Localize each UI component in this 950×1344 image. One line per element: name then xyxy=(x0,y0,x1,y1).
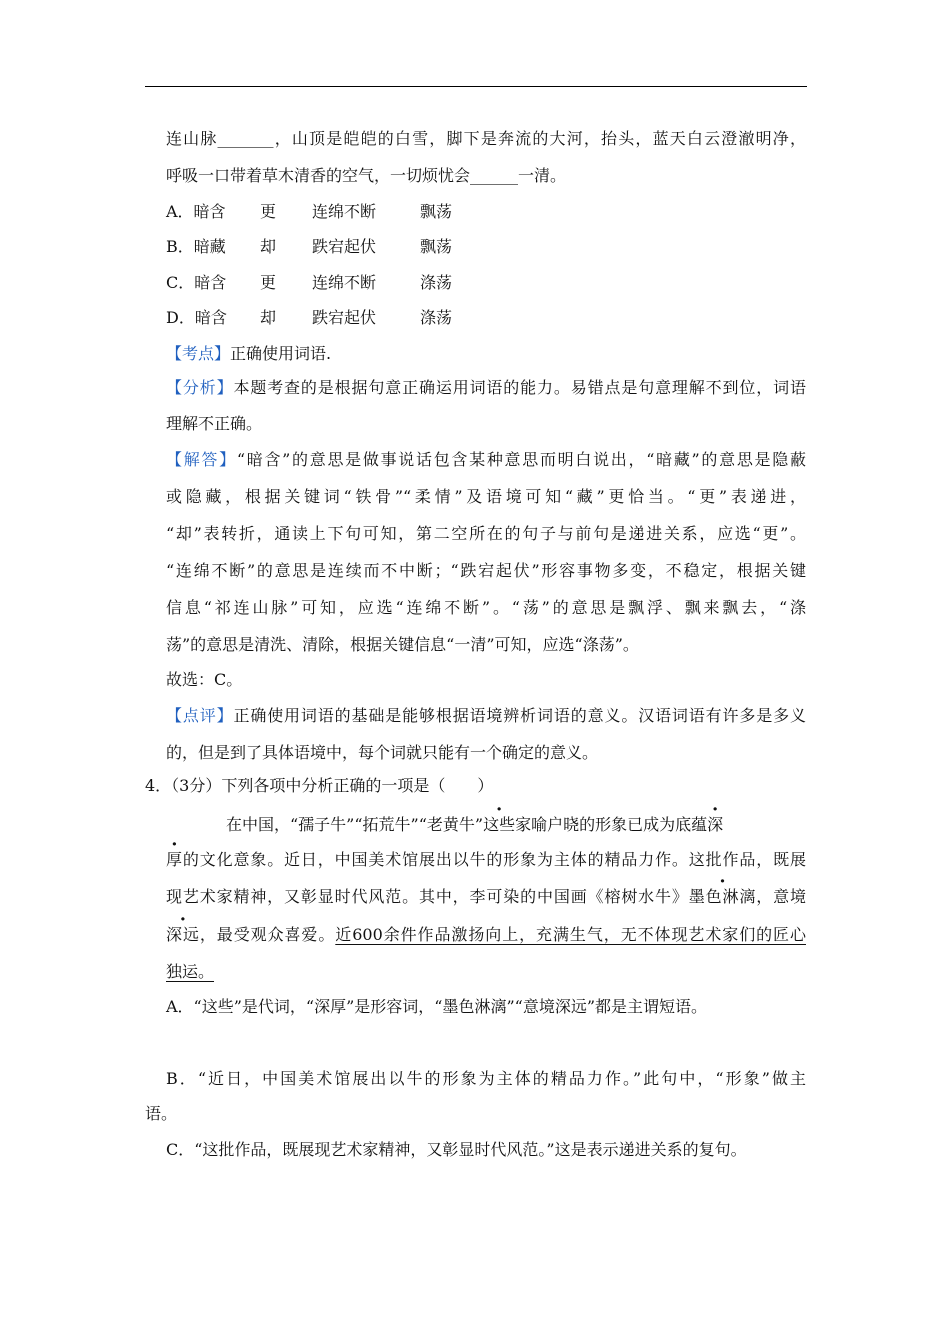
q3-dianping-line1: 【点评】正确使用词语的基础是能够根据语境辨析词语的意义。汉语词语有许多是多义 xyxy=(166,706,806,725)
q4-option-b-line2: 语。 xyxy=(145,1104,178,1123)
q3-option-a: A．暗含 更 连绵不断 飘荡 xyxy=(166,202,453,221)
q4-passage-line2: 厚的文化意象。近日，中国美术馆展出以牛的形象为主体的精品力作。这批作品，既展 xyxy=(166,850,806,869)
q4-passage-line5 xyxy=(166,961,214,983)
q3-fenxi-line1: 【分析】本题考查的是根据句意正确运用词语的能力。易错点是句意理解不到位，词语 xyxy=(166,378,806,397)
kaodian-tag: 【考点】 xyxy=(166,344,231,363)
q3-kaodian: 【考点】正确使用词语. xyxy=(166,344,332,363)
q3-jieda-line3: “却”表转折，通读上下句可知，第二空所在的句子与前句是递进关系，应选“更”。 xyxy=(166,524,806,543)
q3-answer: 故选：C。 xyxy=(166,670,243,689)
q3-fenxi-line2: 理解不正确。 xyxy=(166,414,263,433)
q3-jieda-line4: “连绵不断”的意思是连续而不中断；“跌宕起伏”形容事物多变，不稳定，根据关键 xyxy=(166,561,806,580)
emphasis-dots: 深远 xyxy=(166,925,200,944)
underlined-sentence: 独运。 xyxy=(166,962,215,981)
emphasis-dots: 墨色淋漓 xyxy=(688,887,757,906)
q3-stem-line2: 呼吸一口带着草木清香的空气，一切烦忧会______一清。 xyxy=(166,166,567,185)
q3-option-b: B．暗藏 却 跌宕起伏 飘荡 xyxy=(166,237,453,256)
q3-dianping-line2: 的，但是到了具体语境中，每个词就只能有一个确定的意义。 xyxy=(166,743,599,762)
dianping-tag: 【点评】 xyxy=(166,706,234,725)
q3-jieda-line5: 信息“祁连山脉”可知，应选“连绵不断”。“荡”的意思是飘浮、飘来飘去，“涤 xyxy=(166,598,806,617)
q4-option-c: C．“这批作品，既展现艺术家精神，又彰显时代风范。”这是表示递进关系的复句。 xyxy=(166,1140,747,1159)
q3-jieda-line6: 荡”的意思是清洗、清除，根据关键信息“一清”可知，应选“涤荡”。 xyxy=(166,635,639,654)
q3-jieda-line2: 或隐藏，根据关键词“铁骨”“柔情”及语境可知“藏”更恰当。“更”表递进， xyxy=(166,487,806,506)
q4-header: 4．（3分）下列各项中分析正确的一项是（ ） xyxy=(145,776,494,795)
q3-option-c: C．暗含 更 连绵不断 涤荡 xyxy=(166,273,453,292)
header-rule xyxy=(145,86,807,87)
q4-passage-line4: 深远，最受观众喜爱。近600余件作品激扬向上，充满生气，无不体现艺术家们的匠心 xyxy=(166,925,806,944)
underlined-sentence: 近600余件作品激扬向上，充满生气，无不体现艺术家们的匠心 xyxy=(335,925,806,944)
emphasis-dots: 深 xyxy=(707,815,724,834)
q4-option-b-line1: B．“近日，中国美术馆展出以牛的形象为主体的精品力作。”此句中，“形象”做主 xyxy=(166,1069,806,1088)
q3-jieda-line1: 【解答】“暗含”的意思是做事说话包含某种意思而明白说出，“暗藏”的意思是隐蔽 xyxy=(166,450,806,469)
jieda-tag: 【解答】 xyxy=(166,450,237,469)
emphasis-dots: 厚 xyxy=(166,850,183,869)
q4-option-a: A．“这些”是代词，“深厚”是形容词，“墨色淋漓”“意境深远”都是主谓短语。 xyxy=(166,997,707,1016)
emphasis-dots: 这些 xyxy=(483,815,516,834)
q4-passage-line3: 现艺术家精神，又彰显时代风范。其中，李可染的中国画《榕树水牛》墨色淋漓，意境 xyxy=(166,887,806,906)
q4-passage-line1: 在中国，“孺子牛”“拓荒牛”“老黄牛”这些家喻户晓的形象已成为底蕴深 xyxy=(226,815,724,834)
q3-stem-line1: 连山脉_______，山顶是皑皑的白雪，脚下是奔流的大河，抬头，蓝天白云澄澈明净， xyxy=(166,129,806,148)
q3-option-d: D．暗含 却 跌宕起伏 涤荡 xyxy=(166,308,453,327)
fenxi-tag: 【分析】 xyxy=(166,378,234,397)
